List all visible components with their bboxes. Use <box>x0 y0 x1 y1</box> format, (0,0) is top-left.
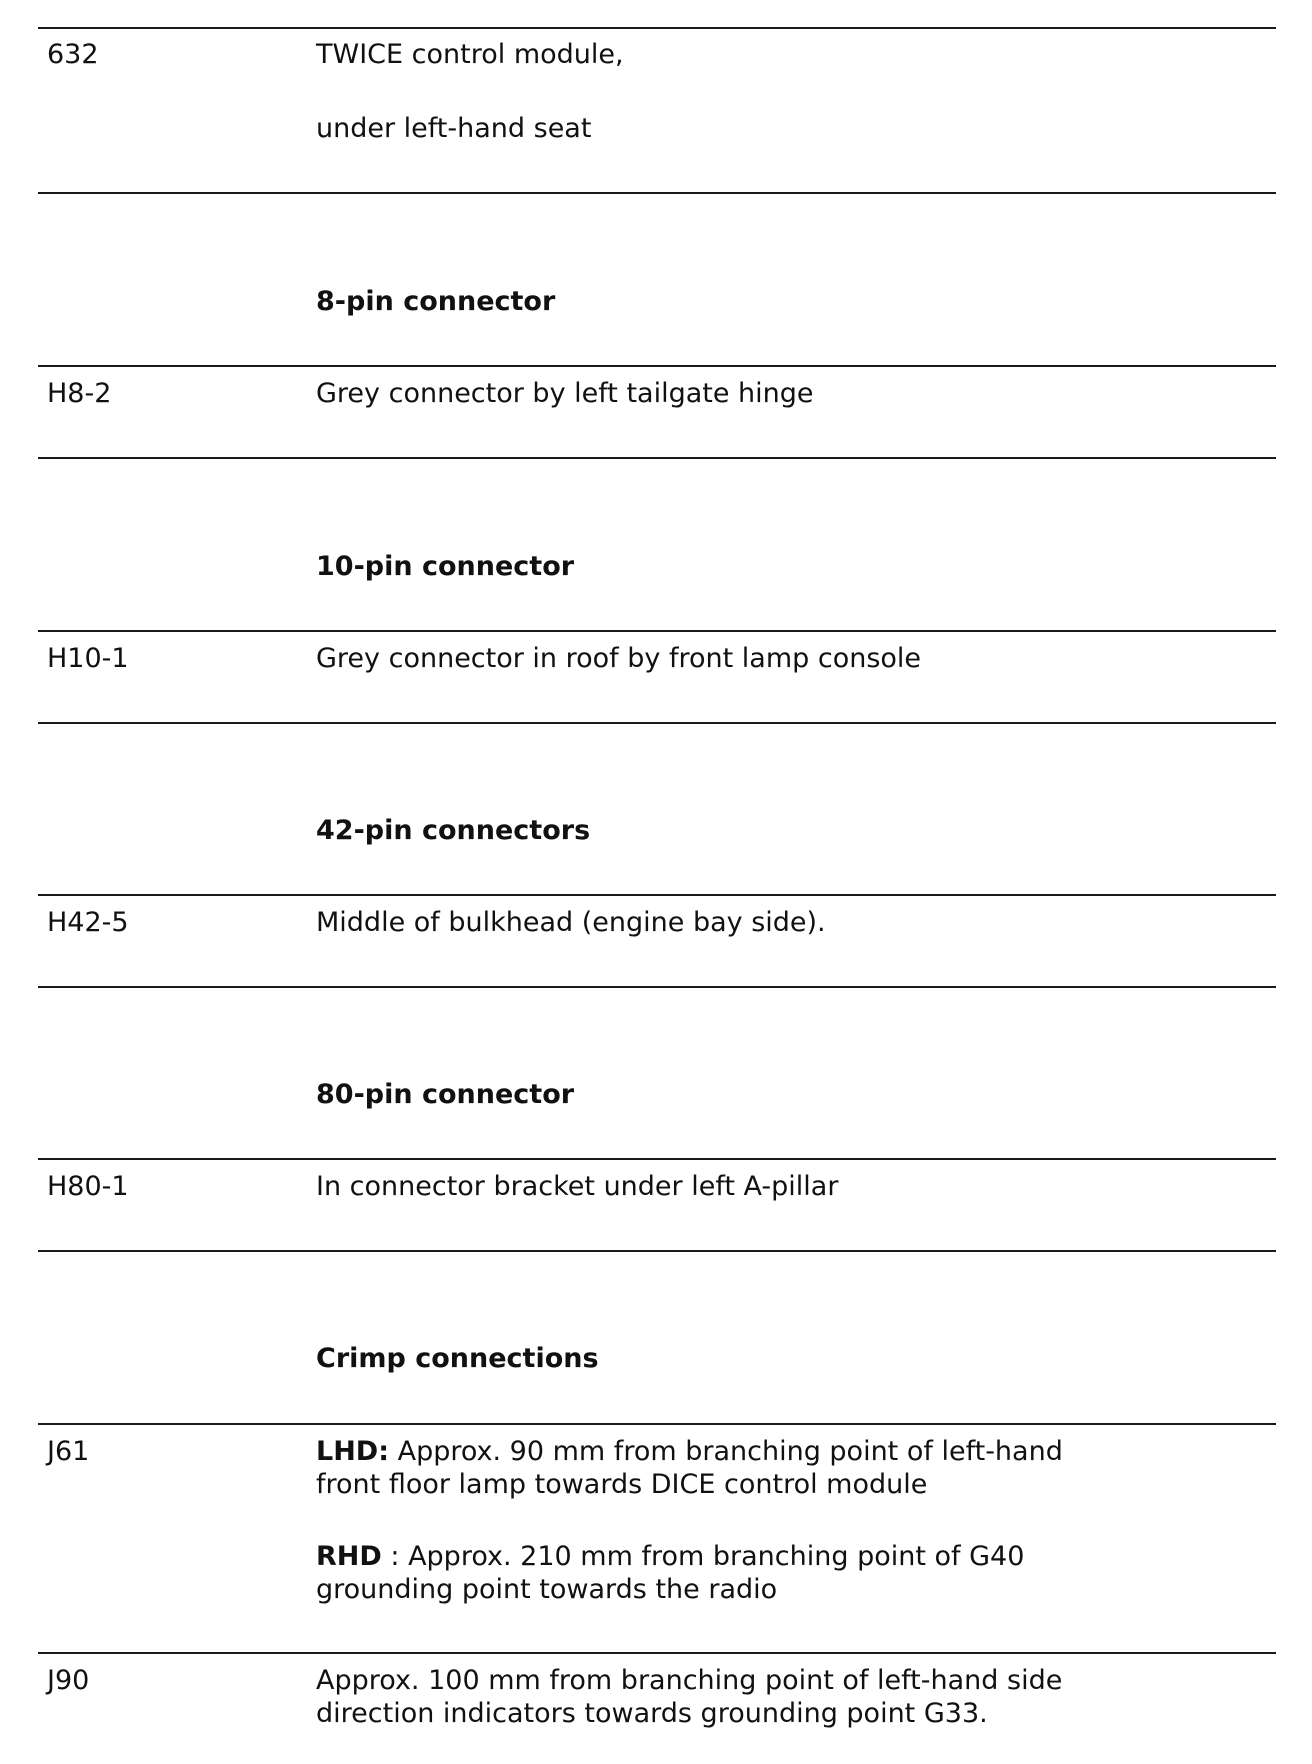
table-rule <box>38 630 1276 632</box>
section-heading: 10-pin connector <box>316 551 575 582</box>
row-code: H8-2 <box>47 378 112 409</box>
table-rule <box>38 1652 1276 1654</box>
row-description: Approx. 100 mm from branching point of left-hand side <box>316 1665 1063 1696</box>
row-code: 632 <box>47 39 99 70</box>
table-rule <box>38 365 1276 367</box>
table-rule <box>38 1250 1276 1252</box>
row-description: Grey connector in roof by front lamp console <box>316 643 922 674</box>
table-rule <box>38 894 1276 896</box>
section-heading: 80-pin connector <box>316 1079 575 1110</box>
table-rule <box>38 457 1276 459</box>
rhd-text: : Approx. 210 mm from branching point of G40 <box>381 1541 1025 1572</box>
table-rule <box>38 192 1276 194</box>
row-description: Grey connector by left tailgate hinge <box>316 378 814 409</box>
row-description: In connector bracket under left A-pillar <box>316 1171 839 1202</box>
table-rule <box>38 1423 1276 1425</box>
row-description: grounding point towards the radio <box>316 1574 778 1605</box>
lhd-label: LHD: <box>316 1436 390 1467</box>
section-heading: 8-pin connector <box>316 286 556 317</box>
table-rule <box>38 722 1276 724</box>
row-description: under left-hand seat <box>316 113 592 144</box>
row-description: Middle of bulkhead (engine bay side). <box>316 907 826 938</box>
row-code: H10-1 <box>47 643 129 674</box>
row-description: direction indicators towards grounding point G33. <box>316 1698 988 1729</box>
table-rule <box>38 27 1276 29</box>
row-code: J61 <box>47 1436 90 1467</box>
row-code: J90 <box>47 1665 90 1696</box>
row-description <box>316 1540 1024 1573</box>
section-heading: Crimp connections <box>316 1343 599 1374</box>
row-description <box>316 1435 1063 1468</box>
row-code: H80-1 <box>47 1171 129 1202</box>
row-description: front floor lamp towards DICE control module <box>316 1469 928 1500</box>
table-rule <box>38 1158 1276 1160</box>
row-code: H42-5 <box>47 907 129 938</box>
section-heading: 42-pin connectors <box>316 815 591 846</box>
table-rule <box>38 986 1276 988</box>
rhd-label: RHD <box>316 1541 382 1572</box>
lhd-text: Approx. 90 mm from branching point of left-hand <box>389 1436 1063 1467</box>
row-description: TWICE control module, <box>316 39 624 70</box>
